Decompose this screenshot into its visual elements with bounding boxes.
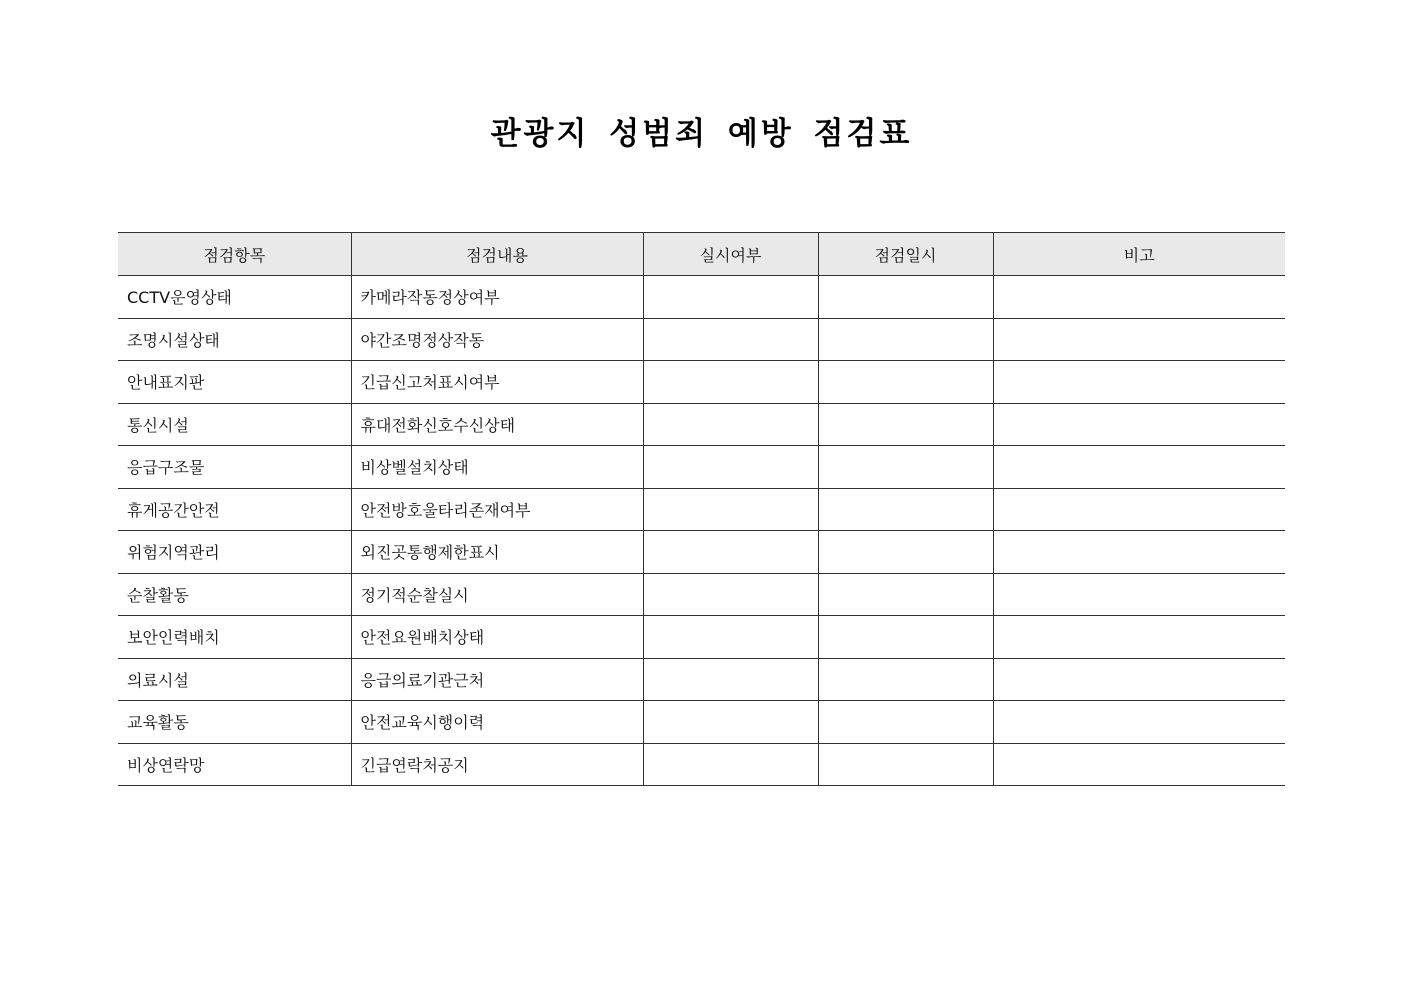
table-header-row bbox=[118, 233, 1285, 276]
cell-date[interactable] bbox=[818, 616, 993, 659]
cell-item: 순찰활동 bbox=[118, 573, 351, 616]
cell-note[interactable] bbox=[993, 403, 1285, 446]
header-inspection-item: 점검항목 bbox=[118, 233, 351, 276]
cell-content: 카메라작동정상여부 bbox=[351, 276, 643, 319]
cell-done[interactable] bbox=[643, 276, 818, 319]
cell-item: 위험지역관리 bbox=[118, 531, 351, 574]
table-row bbox=[118, 743, 1285, 786]
cell-item: 통신시설 bbox=[118, 403, 351, 446]
cell-content: 안전교육시행이력 bbox=[351, 701, 643, 744]
cell-date[interactable] bbox=[818, 701, 993, 744]
cell-item: CCTV운영상태 bbox=[118, 276, 351, 319]
cell-content: 안전요원배치상태 bbox=[351, 616, 643, 659]
cell-done[interactable] bbox=[643, 361, 818, 404]
cell-done[interactable] bbox=[643, 403, 818, 446]
cell-content: 휴대전화신호수신상태 bbox=[351, 403, 643, 446]
table-row bbox=[118, 446, 1285, 489]
table-row bbox=[118, 361, 1285, 404]
table-row bbox=[118, 616, 1285, 659]
cell-date[interactable] bbox=[818, 488, 993, 531]
cell-date[interactable] bbox=[818, 531, 993, 574]
cell-note[interactable] bbox=[993, 658, 1285, 701]
cell-date[interactable] bbox=[818, 403, 993, 446]
cell-date[interactable] bbox=[818, 743, 993, 786]
header-implementation-status: 실시여부 bbox=[643, 233, 818, 276]
table-row bbox=[118, 403, 1285, 446]
cell-note[interactable] bbox=[993, 573, 1285, 616]
table-row bbox=[118, 276, 1285, 319]
header-inspection-content: 점검내용 bbox=[351, 233, 643, 276]
cell-content: 긴급신고처표시여부 bbox=[351, 361, 643, 404]
cell-done[interactable] bbox=[643, 446, 818, 489]
cell-item: 비상연락망 bbox=[118, 743, 351, 786]
cell-done[interactable] bbox=[643, 531, 818, 574]
header-remarks: 비고 bbox=[993, 233, 1285, 276]
cell-note[interactable] bbox=[993, 701, 1285, 744]
table-row bbox=[118, 488, 1285, 531]
cell-content: 응급의료기관근처 bbox=[351, 658, 643, 701]
cell-date[interactable] bbox=[818, 318, 993, 361]
cell-item: 안내표지판 bbox=[118, 361, 351, 404]
table-row bbox=[118, 531, 1285, 574]
cell-note[interactable] bbox=[993, 361, 1285, 404]
cell-done[interactable] bbox=[643, 658, 818, 701]
cell-note[interactable] bbox=[993, 446, 1285, 489]
cell-content: 긴급연락처공지 bbox=[351, 743, 643, 786]
inspection-table bbox=[118, 232, 1285, 786]
cell-content: 외진곳통행제한표시 bbox=[351, 531, 643, 574]
cell-date[interactable] bbox=[818, 361, 993, 404]
cell-done[interactable] bbox=[643, 488, 818, 531]
cell-item: 보안인력배치 bbox=[118, 616, 351, 659]
cell-content: 안전방호울타리존재여부 bbox=[351, 488, 643, 531]
cell-done[interactable] bbox=[643, 701, 818, 744]
cell-content: 야간조명정상작동 bbox=[351, 318, 643, 361]
cell-item: 응급구조물 bbox=[118, 446, 351, 489]
cell-note[interactable] bbox=[993, 318, 1285, 361]
cell-item: 교육활동 bbox=[118, 701, 351, 744]
table-row bbox=[118, 573, 1285, 616]
cell-item: 의료시설 bbox=[118, 658, 351, 701]
cell-done[interactable] bbox=[643, 318, 818, 361]
cell-note[interactable] bbox=[993, 488, 1285, 531]
cell-content: 정기적순찰실시 bbox=[351, 573, 643, 616]
cell-note[interactable] bbox=[993, 276, 1285, 319]
cell-done[interactable] bbox=[643, 743, 818, 786]
cell-item: 조명시설상태 bbox=[118, 318, 351, 361]
cell-date[interactable] bbox=[818, 658, 993, 701]
cell-content: 비상벨설치상태 bbox=[351, 446, 643, 489]
cell-note[interactable] bbox=[993, 743, 1285, 786]
table-row bbox=[118, 701, 1285, 744]
table-row bbox=[118, 318, 1285, 361]
table-row bbox=[118, 658, 1285, 701]
cell-item: 휴게공간안전 bbox=[118, 488, 351, 531]
cell-done[interactable] bbox=[643, 573, 818, 616]
document-title: 관광지 성범죄 예방 점검표 bbox=[490, 116, 913, 152]
cell-note[interactable] bbox=[993, 616, 1285, 659]
header-inspection-date: 점검일시 bbox=[818, 233, 993, 276]
cell-note[interactable] bbox=[993, 531, 1285, 574]
cell-done[interactable] bbox=[643, 616, 818, 659]
cell-date[interactable] bbox=[818, 276, 993, 319]
cell-date[interactable] bbox=[818, 446, 993, 489]
cell-date[interactable] bbox=[818, 573, 993, 616]
